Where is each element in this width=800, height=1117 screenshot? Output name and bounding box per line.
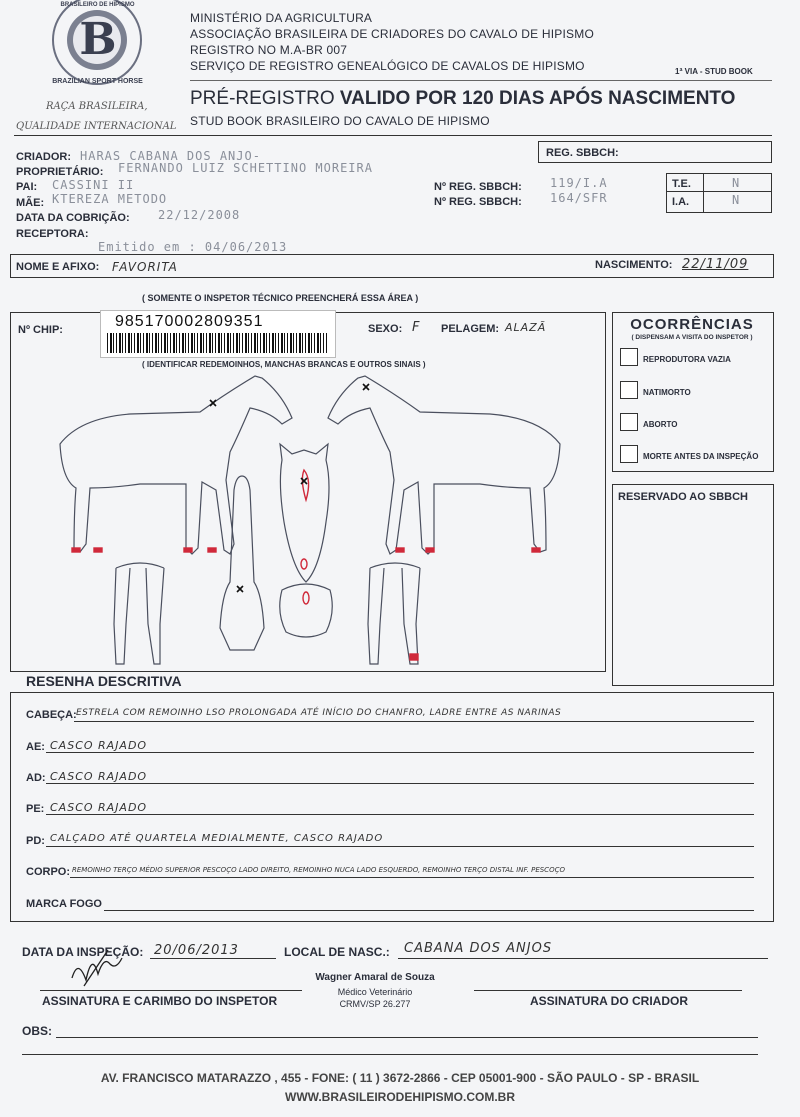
nreg-pai-value: 119/I.A — [550, 176, 608, 190]
sig-criador-line — [474, 990, 742, 991]
ad-value: CASCO RAJADO — [50, 770, 148, 783]
sig-inspetor-line — [40, 990, 302, 991]
logo-letter: B — [79, 14, 117, 65]
receptora-label: RECEPTORA: — [16, 228, 89, 240]
obs-label: OBS: — [22, 1024, 52, 1038]
hoof-mark-8 — [410, 654, 418, 660]
nascimento-value: 22/11/09 — [682, 257, 749, 272]
hoof-mark-6 — [426, 548, 434, 552]
criador-value: HARAS CABANA DOS ANJO- — [80, 149, 261, 163]
data-inspecao-label: DATA DA INSPEÇÃO: — [22, 945, 144, 959]
corpo-value: REMOINHO TERÇO MÉDIO SUPERIOR PESCOÇO LADO DIREITO, REMOINHO NUCA LADO ESQUERDO, REMOINHO TERÇO DISTAL INF. PESCOÇO — [72, 866, 565, 874]
right-horse-outline — [328, 376, 560, 554]
website: WWW.BRASILEIRODEHIPISMO.COM.BR — [285, 1090, 515, 1104]
logo-top-text: BRASILEIRO DE HIPISMO — [60, 2, 135, 8]
obs-line-2 — [22, 1054, 758, 1055]
checkbox-morte-antes-inspecao[interactable] — [620, 445, 638, 463]
stamp-role: Médico Veterinário — [337, 987, 413, 997]
horse-marking-diagram — [50, 372, 570, 668]
pe-label: PE: — [26, 803, 45, 815]
obs-line-1 — [56, 1037, 758, 1038]
pd-line — [46, 846, 754, 847]
local-nasc-line — [398, 958, 768, 959]
whorl-mark-4 — [237, 586, 243, 592]
front-head-outline — [280, 444, 329, 582]
data-inspecao-value: 20/06/2013 — [154, 943, 239, 958]
hoof-mark-5 — [396, 548, 404, 552]
cobricao-label: DATA DA COBRIÇÃO: — [16, 212, 130, 224]
ad-label: AD: — [26, 772, 46, 784]
whorl-mark-2 — [363, 384, 369, 390]
cabeca-label: CABEÇA: — [26, 709, 77, 721]
checkbox-aborto[interactable] — [620, 413, 638, 431]
identify-note: ( IDENTIFICAR REDEMOINHOS, MANCHAS BRANCAS E OUTROS SINAIS ) — [142, 360, 426, 369]
ia-value: N — [732, 193, 741, 207]
sexo-value: F — [412, 320, 421, 335]
nreg-pai-label: Nº REG. SBBCH: — [434, 181, 522, 193]
ae-line — [46, 752, 754, 753]
nome-value: FAVORITA — [112, 260, 178, 274]
star-mark — [302, 470, 308, 500]
pe-line — [46, 814, 754, 815]
title-normal: PRÉ-REGISTRO — [190, 88, 335, 109]
ad-line — [46, 783, 754, 784]
proprietario-label: PROPRIETÁRIO: — [16, 166, 104, 178]
neck-top-outline — [220, 476, 264, 650]
pelagem-label: PELAGEM: — [441, 323, 500, 335]
header-line-1: MINISTÉRIO DA AGRICULTURA — [190, 11, 373, 25]
hoof-mark-2 — [94, 548, 102, 552]
inspector-notice: ( SOMENTE O INSPETOR TÉCNICO PREENCHERÁ ESSA ÁREA ) — [142, 293, 419, 303]
nome-label: NOME E AFIXO: — [16, 261, 100, 273]
checkbox-natimorto[interactable] — [620, 381, 638, 399]
lip-mark — [303, 592, 309, 604]
vet-stamp — [300, 972, 450, 1009]
pai-label: PAI: — [16, 181, 38, 193]
emitido-text: Emitido em : 04/06/2013 — [98, 240, 288, 254]
header-line-4: SERVIÇO DE REGISTRO GENEALÓGICO DE CAVALOS DE HIPISMO — [190, 59, 585, 73]
sig-inspetor-label: ASSINATURA E CARIMBO DO INSPETOR — [42, 994, 278, 1008]
logo-bottom-text: BRAZILIAN SPORT HORSE — [52, 78, 143, 85]
whorl-mark-1 — [210, 400, 216, 406]
resenha-title: RESENHA DESCRITIVA — [26, 673, 182, 689]
marca-fogo-line — [104, 910, 754, 911]
header-line-2: ASSOCIAÇÃO BRASILEIRA DE CRIADORES DO CAVALO DE HIPISMO — [190, 27, 594, 41]
hoof-mark-7 — [532, 548, 540, 552]
reservado-label: RESERVADO AO SBBCH — [618, 491, 748, 503]
te-ia-divider — [667, 191, 771, 192]
left-horse-outline — [60, 376, 292, 554]
pd-value: CALÇADO ATÉ QUARTELA MEDIALMENTE, CASCO RAJADO — [50, 833, 384, 844]
rear-legs-left — [114, 563, 164, 664]
sig-criador-label: ASSINATURA DO CRIADOR — [530, 994, 688, 1008]
nascimento-label: NASCIMENTO: — [595, 259, 673, 271]
snip-mark — [301, 559, 307, 569]
reservado-box — [612, 484, 774, 686]
label-reprodutora-vazia: REPRODUTORA VAZIA — [643, 355, 731, 364]
label-aborto: ABORTO — [643, 420, 678, 429]
mae-label: MÃE: — [16, 197, 45, 209]
chip-barcode — [100, 310, 336, 358]
header-rule — [190, 80, 772, 81]
form-title — [190, 88, 735, 110]
top-rule — [14, 135, 772, 136]
proprietario-value: FERNANDO LUIZ SCHETTINO MOREIRA — [118, 161, 373, 175]
chip-number: 985170002809351 — [115, 313, 264, 330]
local-nasc-value: CABANA DOS ANJOS — [404, 941, 553, 956]
ae-value: CASCO RAJADO — [50, 739, 148, 752]
pai-value: CASSINI II — [52, 178, 135, 192]
corpo-line — [70, 877, 754, 878]
cabeca-value: ESTRELA COM REMOINHO LSO PROLONGADA ATÉ INÍCIO DO CHANFRO, LADRE ENTRE AS NARINAS — [76, 708, 562, 718]
inspector-signature — [64, 944, 130, 994]
nreg-mae-value: 164/SFR — [550, 191, 608, 205]
stamp-name: Wagner Amaral de Souza — [315, 972, 435, 983]
hoof-mark-1 — [72, 548, 80, 552]
front-legs-right — [368, 563, 420, 664]
pd-label: PD: — [26, 835, 45, 847]
sexo-label: SEXO: — [368, 323, 403, 335]
criador-label: CRIADOR: — [16, 151, 71, 163]
ae-label: AE: — [26, 741, 45, 753]
stamp-crmv: CRMV/SP 26.277 — [339, 999, 411, 1009]
mae-value: KTEREZA METODO — [52, 192, 168, 206]
te-label: T.E. — [672, 178, 691, 190]
ia-label: I.A. — [672, 196, 690, 208]
ocorrencias-note: ( DISPENSAM A VISITA DO INSPETOR ) — [631, 334, 753, 341]
motto-line-1: RAÇA BRASILEIRA, — [46, 101, 148, 112]
corpo-label: CORPO: — [26, 866, 70, 878]
nreg-mae-label: Nº REG. SBBCH: — [434, 196, 522, 208]
address: AV. FRANCISCO MATARAZZO , 455 - FONE: ( 11 ) 3672-2866 - CEP 05001-900 - SÃO PAULO - SP - BRASIL — [100, 1071, 700, 1085]
via-label: 1ª VIA - STUD BOOK — [675, 67, 753, 76]
te-ia-vdivider — [703, 174, 704, 212]
marca-fogo-label: MARCA FOGO — [26, 898, 102, 910]
chip-label: Nº CHIP: — [18, 324, 63, 336]
cabeca-line — [74, 721, 754, 722]
local-nasc-label: LOCAL DE NASC.: — [284, 945, 390, 959]
header-line-3: REGISTRO NO M.A-BR 007 — [190, 43, 348, 57]
hoof-mark-3 — [184, 548, 192, 552]
label-morte-antes-inspecao: MORTE ANTES DA INSPEÇÃO — [643, 452, 759, 461]
cobricao-value: 22/12/2008 — [158, 208, 241, 222]
pelagem-value: ALAZÃ — [505, 321, 547, 334]
pe-value: CASCO RAJADO — [50, 801, 148, 814]
form-subtitle: STUD BOOK BRASILEIRO DO CAVALO DE HIPISMO — [190, 114, 490, 128]
te-value: N — [732, 176, 741, 190]
checkbox-reprodutora-vazia[interactable] — [620, 348, 638, 366]
title-bold: VALIDO POR 120 DIAS APÓS NASCIMENTO — [339, 88, 736, 109]
label-natimorto: NATIMORTO — [643, 388, 691, 397]
motto-line-2: QUALIDADE INTERNACIONAL — [16, 121, 177, 132]
data-inspecao-line — [150, 958, 276, 959]
ocorrencias-title: OCORRÊNCIAS — [630, 316, 754, 333]
hoof-mark-4 — [208, 548, 216, 552]
association-logo — [40, 0, 155, 100]
barcode-bars — [107, 333, 327, 353]
reg-sbbch-label: REG. SBBCH: — [546, 147, 619, 159]
